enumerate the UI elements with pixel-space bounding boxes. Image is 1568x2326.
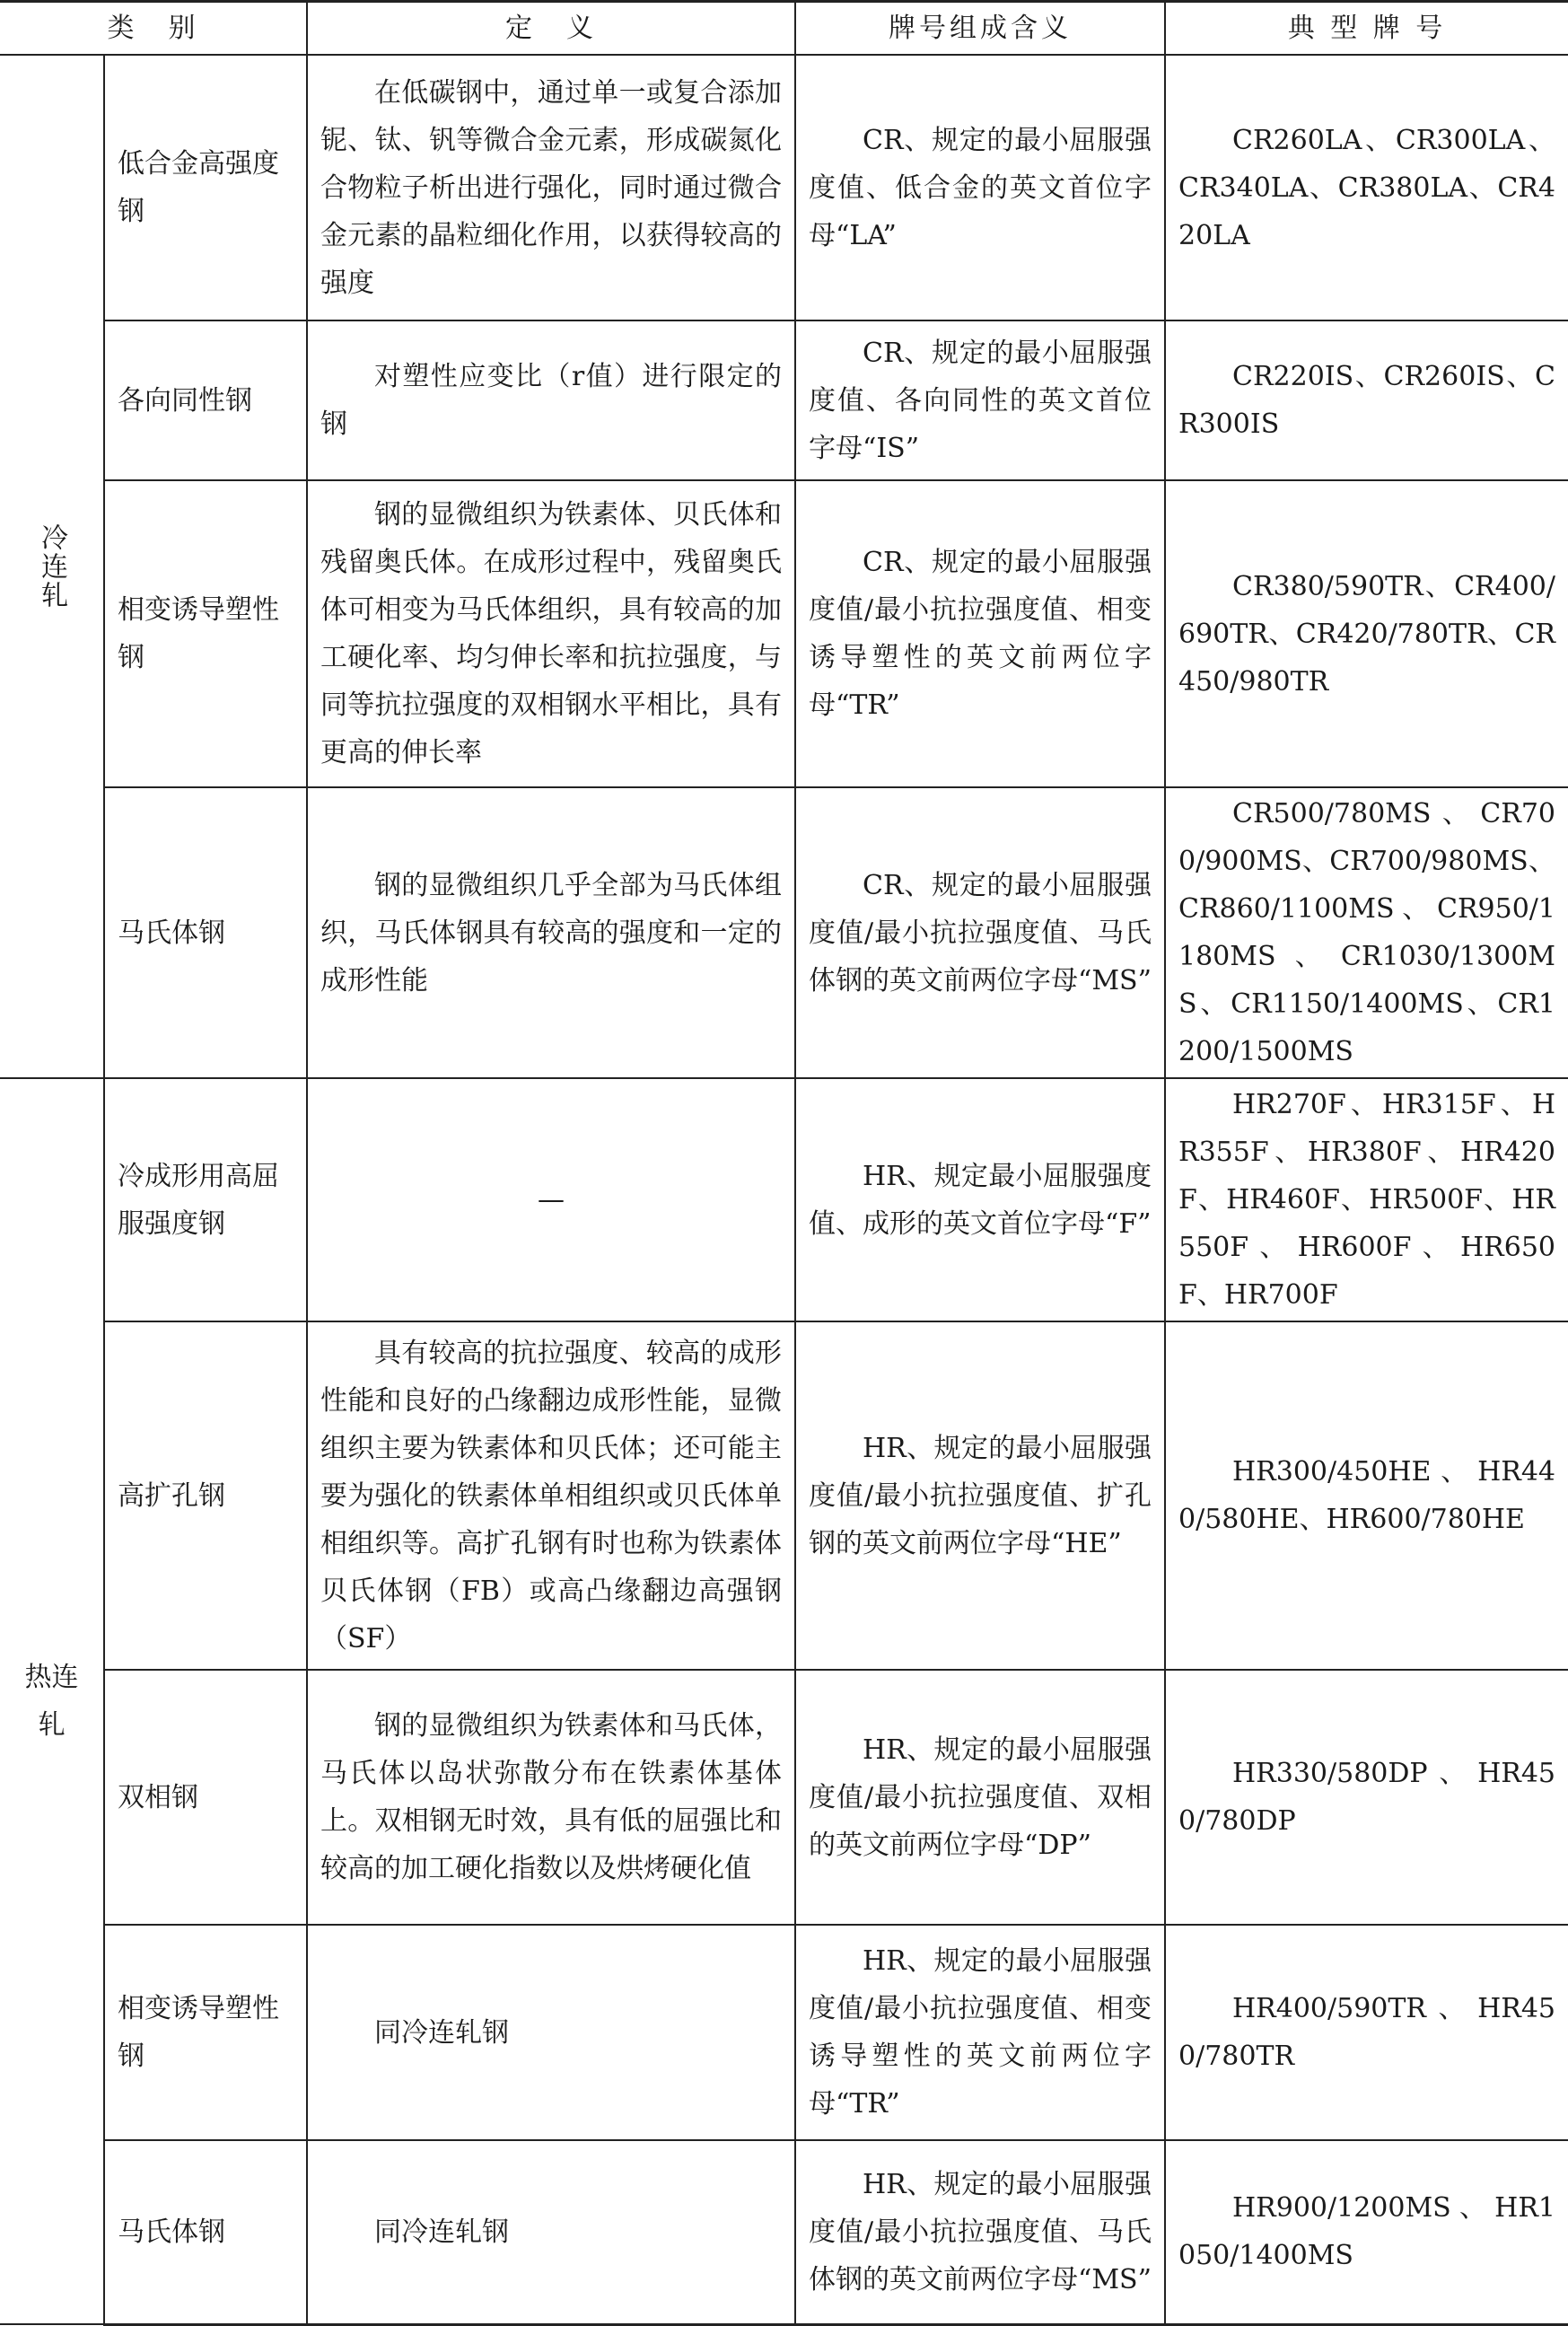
definition-cell: 对塑性应变比（r值）进行限定的钢 <box>307 320 795 480</box>
typical-grades-cell: HR270F、HR315F、HR355F、HR380F、HR420F、HR460F、HR500F、HR550F、HR600F、HR650F、HR700F <box>1165 1078 1568 1321</box>
subcategory-cell: 相变诱导塑性钢 <box>104 480 307 787</box>
typical-grades-cell: HR400/590TR、HR450/780TR <box>1165 1925 1568 2140</box>
header-row <box>0 2 1568 56</box>
table-row <box>0 1078 1568 1321</box>
header-definition: 定 义 <box>307 2 795 56</box>
table-row <box>0 787 1568 1078</box>
typical-grades-cell: HR330/580DP、HR450/780DP <box>1165 1670 1568 1925</box>
meaning-cell: CR、规定的最小屈服强度值、低合金的英文首位字母“LA” <box>795 55 1165 320</box>
table-row <box>0 1925 1568 2140</box>
group-label-cold: 冷连轧 <box>0 55 104 1078</box>
table-row <box>0 1321 1568 1670</box>
subcategory-cell: 马氏体钢 <box>104 2140 307 2324</box>
meaning-cell: HR、规定的最小屈服强度值/最小抗拉强度值、相变诱导塑性的英文前两位字母“TR” <box>795 1925 1165 2140</box>
header-category: 类 别 <box>0 2 307 56</box>
typical-grades-cell: CR220IS、CR260IS、CR300IS <box>1165 320 1568 480</box>
typical-grades-cell: CR260LA、CR300LA、CR340LA、CR380LA、CR420LA <box>1165 55 1568 320</box>
meaning-cell: HR、规定最小屈服强度值、成形的英文首位字母“F” <box>795 1078 1165 1321</box>
meaning-cell: HR、规定的最小屈服强度值/最小抗拉强度值、马氏体钢的英文前两位字母“MS” <box>795 2140 1165 2324</box>
definition-cell: — <box>307 1078 795 1321</box>
header-meaning: 牌号组成含义 <box>795 2 1165 56</box>
meaning-cell: HR、规定的最小屈服强度值/最小抗拉强度值、双相的英文前两位字母“DP” <box>795 1670 1165 1925</box>
meaning-cell: HR、规定的最小屈服强度值/最小抗拉强度值、扩孔钢的英文前两位字母“HE” <box>795 1321 1165 1670</box>
typical-grades-cell: CR380/590TR、CR400/690TR、CR420/780TR、CR450/980TR <box>1165 480 1568 787</box>
subcategory-cell: 冷成形用高屈服强度钢 <box>104 1078 307 1321</box>
typical-grades-cell: CR500/780MS、CR700/900MS、CR700/980MS、CR860/1100MS、CR950/1180MS、CR1030/1300MS、CR1150/1400MS、CR1200/1500MS <box>1165 787 1568 1078</box>
subcategory-cell: 双相钢 <box>104 1670 307 1925</box>
subcategory-cell: 高扩孔钢 <box>104 1321 307 1670</box>
meaning-cell: CR、规定的最小屈服强度值/最小抗拉强度值、相变诱导塑性的英文前两位字母“TR” <box>795 480 1165 787</box>
table-row <box>0 2140 1568 2324</box>
group-label-hot: 热连轧 <box>0 1078 104 2324</box>
meaning-cell: CR、规定的最小屈服强度值/最小抗拉强度值、马氏体钢的英文前两位字母“MS” <box>795 787 1165 1078</box>
subcategory-cell: 低合金高强度钢 <box>104 55 307 320</box>
definition-cell: 同冷连轧钢 <box>307 2140 795 2324</box>
table-row <box>0 1670 1568 1925</box>
definition-cell: 钢的显微组织为铁素体、贝氏体和残留奥氏体。在成形过程中，残留奥氏体可相变为马氏体组织，具有较高的加工硬化率、均匀伸长率和抗拉强度，与同等抗拉强度的双相钢水平相比，具有更高的伸长率 <box>307 480 795 787</box>
definition-cell: 具有较高的抗拉强度、较高的成形性能和良好的凸缘翻边成形性能，显微组织主要为铁素体和贝氏体；还可能主要为强化的铁素体单相组织或贝氏体单相组织等。高扩孔钢有时也称为铁素体贝氏体钢（FB）或高凸缘翻边高强钢（SF） <box>307 1321 795 1670</box>
table-row <box>0 480 1568 787</box>
definition-cell: 同冷连轧钢 <box>307 1925 795 2140</box>
subcategory-cell: 相变诱导塑性钢 <box>104 1925 307 2140</box>
definition-cell: 钢的显微组织几乎全部为马氏体组织，马氏体钢具有较高的强度和一定的成形性能 <box>307 787 795 1078</box>
table-row <box>0 320 1568 480</box>
subcategory-cell: 马氏体钢 <box>104 787 307 1078</box>
table-row <box>0 55 1568 320</box>
meaning-cell: CR、规定的最小屈服强度值、各向同性的英文首位字母“IS” <box>795 320 1165 480</box>
header-typical: 典 型 牌 号 <box>1165 2 1568 56</box>
typical-grades-cell: HR900/1200MS、HR1050/1400MS <box>1165 2140 1568 2324</box>
definition-cell: 钢的显微组织为铁素体和马氏体，马氏体以岛状弥散分布在铁素体基体上。双相钢无时效，具有低的屈强比和较高的加工硬化指数以及烘烤硬化值 <box>307 1670 795 1925</box>
typical-grades-cell: HR300/450HE、HR440/580HE、HR600/780HE <box>1165 1321 1568 1670</box>
subcategory-cell: 各向同性钢 <box>104 320 307 480</box>
definition-cell: 在低碳钢中，通过单一或复合添加铌、钛、钒等微合金元素，形成碳氮化合物粒子析出进行强化，同时通过微合金元素的晶粒细化作用，以获得较高的强度 <box>307 55 795 320</box>
